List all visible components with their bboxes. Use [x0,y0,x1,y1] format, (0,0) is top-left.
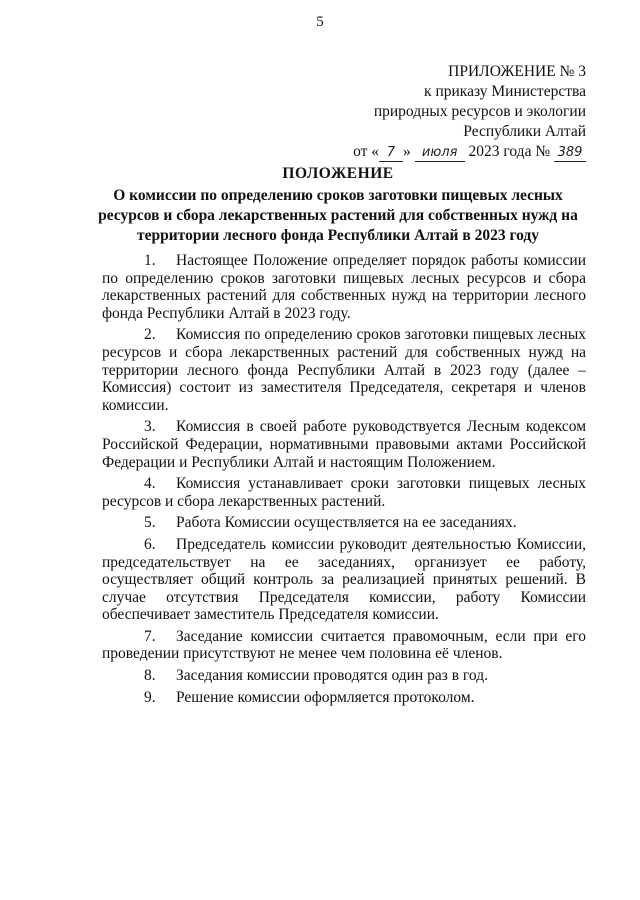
item-text: Комиссия в своей работе руководствуется Лесным кодексом Российской Федерации, нормативными правовыми актами Российской Федерации и Республики Алтай и настоящим Положением. [102,418,586,471]
appendix-line-2: к приказу Министерства [424,83,586,100]
item-text: Комиссия по определению сроков заготовки пищевых лесных ресурсов и сбора лекарственных растений для собственных нужд на территории лесного фонда Республики Алтай в 2023 году (далее – Комиссия) состоит из заместителя Председателя, секретаря и членов комиссии. [102,326,586,414]
list-item [102,689,586,707]
item-number: 8. [144,667,156,685]
list-item [102,628,586,663]
item-text: Комиссия устанавливает сроки заготовки пищевых лесных ресурсов и сбора лекарственных растений. [102,475,586,510]
regulation-items-list [102,252,586,710]
appendix-line-3: природных ресурсов и экологии [373,103,586,120]
item-text: Председатель комиссии руководит деятельностью Комиссии, председательствует на ее заседаниях, организует ее работу, осуществляет общий контроль за реализацией принятых решений. В случае отсутствия Председателя комиссии, работу Комиссии обеспечивает заместитель Председателя комиссии. [102,535,586,624]
item-number: 4. [144,475,156,493]
appendix-header [353,62,586,162]
list-item [102,667,586,685]
document-title-block [88,164,588,246]
date-prefix: от « [353,143,380,160]
item-text: Настоящее Положение определяет порядок работы комиссии по определению сроков заготовки пищевых лесных ресурсов и сбора лекарственных растений для собственных нужд на территории лесного фонда Республики Алтай в 2023 году. [102,252,586,322]
item-number: 6. [144,535,156,553]
order-date-line [353,142,586,162]
document-subtitle-line-1: О комиссии по определению сроков заготовки пищевых лесных [113,187,563,204]
item-number: 3. [144,418,156,436]
handwritten-order-number: 389 [554,145,586,162]
item-text: Заседания комиссии проводятся один раз в год. [176,667,488,685]
list-item [102,475,586,510]
list-item [102,514,586,532]
list-item [102,418,586,471]
handwritten-day: 7 [379,145,403,162]
document-subtitle-line-3: территории лесного фонда Республики Алтай в 2023 году [137,227,539,244]
handwritten-month: июля [415,145,465,162]
item-number: 7. [144,627,156,645]
list-item [102,252,586,322]
item-number: 2. [144,326,156,344]
list-item [102,536,586,624]
date-year-text: 2023 года № [468,143,551,160]
list-item [102,326,586,414]
item-number: 5. [144,514,156,532]
page-number: 5 [316,14,324,30]
document-heading: ПОЛОЖЕНИЕ [282,165,394,182]
appendix-line-1: ПРИЛОЖЕНИЕ № 3 [448,63,586,80]
item-number: 9. [144,688,156,706]
item-text: Заседание комиссии считается правомочным, если при его проведении присутствуют не менее чем половина её членов. [102,627,586,663]
item-number: 1. [144,252,156,269]
item-text: Решение комиссии оформляется протоколом. [176,688,475,706]
document-subtitle-line-2: ресурсов и сбора лекарственных растений для собственных нужд на [98,207,578,224]
appendix-line-4: Республики Алтай [463,123,586,140]
item-text: Работа Комиссии осуществляется на ее заседаниях. [176,514,517,532]
date-quote-close: » [403,143,411,160]
